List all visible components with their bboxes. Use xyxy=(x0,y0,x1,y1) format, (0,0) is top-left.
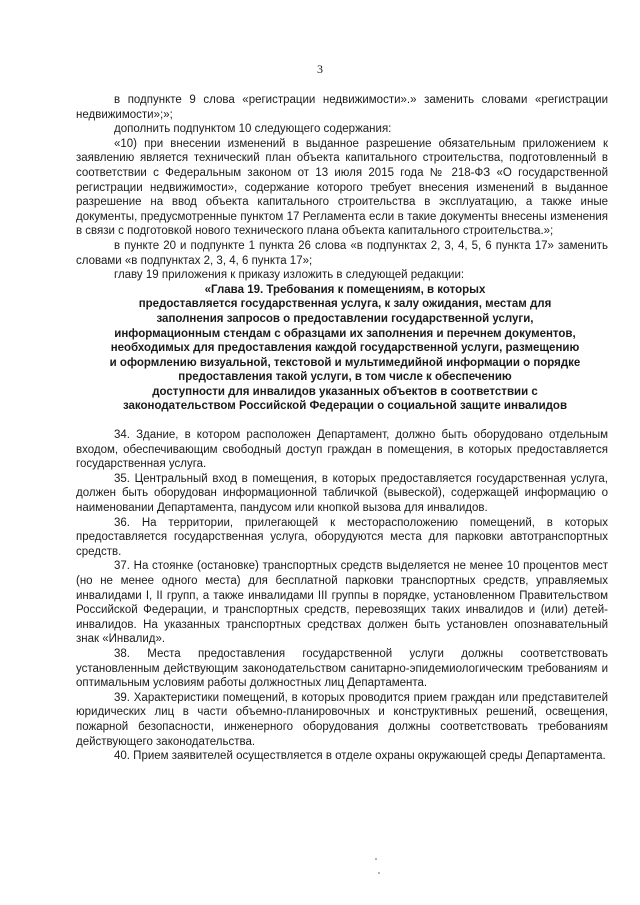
paragraph: 40. Прием заявителей осуществляется в отделе охраны окружающей среды Департамента. xyxy=(114,750,606,763)
paragraph: 34. Здание, в котором расположен Департамент, должно быть оборудовано отдельным входом, обеспечивающим свободный доступ граждан в помещения, в которых предоставляется государственная услуга. xyxy=(76,429,608,471)
heading-line: «Глава 19. Требования к помещениям, в которых xyxy=(204,283,486,296)
paragraph: в пункте 20 и подпункте 1 пункта 26 слова «в подпунктах 2, 3, 4, 5, 6 пункта 17» заменить словами «в подпунктах 2, 3, 4, 6 пункта 17»; xyxy=(76,239,608,267)
paragraph: дополнить подпунктом 10 следующего содержания: xyxy=(114,123,392,136)
paragraph: в подпункте 9 слова «регистрации недвижимости».» заменить словами «регистрации недвижимости»;»; xyxy=(76,94,608,121)
heading-line: законодательством Российской Федерации о социальной защите инвалидов xyxy=(122,400,568,413)
heading-line: доступности для инвалидов указанных объектов в соответствии с xyxy=(152,385,538,398)
heading-line: предоставления такой услуги, в том числе к обеспечению xyxy=(178,371,512,384)
heading-line: предоставляется государственная услуга, к залу ожидания, местам для xyxy=(138,298,552,311)
paragraph: 35. Центральный вход в помещения, в которых предоставляется государственная услуга, должен быть оборудован информационной табличкой (вывеской), содержащей информацию о наименовании Департамента, пандусом или кнопкой вызова для инвалидов. xyxy=(76,472,608,515)
page-number: 3 xyxy=(317,62,323,76)
heading-line: и оформлению визуальной, текстовой и мультимедийной информации о порядке xyxy=(109,356,581,369)
paragraph: главу 19 приложения к приказу изложить в следующей редакции: xyxy=(114,269,465,282)
scan-speck xyxy=(375,858,377,860)
document-body xyxy=(76,93,608,764)
heading-line: необходимых для предоставления каждой государственной услуги, размещению xyxy=(110,342,580,355)
paragraph: 39. Характеристики помещений, в которых проводится прием граждан или представителей юридических лиц в части объемно-планировочных и конструктивных решений, освещения, пожарной безопасности, инженерного оборудования должны соответствовать требованиям действующего законодательства. xyxy=(76,691,608,748)
paragraph: 37. На стоянке (остановке) транспортных средств выделяется не менее 10 процентов мест (но не менее одного места) для бесплатной парковки транспортных средств, управляемых инвалидами I, II групп, а также инвалидами III группы в порядке, установленном Правительством Российской Федерации, и транспортных средств, перевозящих таких инвалидов и (или) детей-инвалидов. На указанных транспортных средствах должен быть установлен опознавательный знак «Инвалид». xyxy=(76,560,608,646)
paragraph: «10) при внесении изменений в выданное разрешение обязательным приложением к заявлению является технический план объекта капитального строительства, подготовленный в соответствии с Федеральным законом от 13 июля 2015 года № 218-ФЗ «О государственной регистрации недвижимости», содержание которого требует внесения изменений в выданное разрешение на ввод объекта капитального строительства в эксплуатацию, а также иные документы, предусмотренные пунктом 17 Регламента если в такие документы внесены изменения в связи с подготовкой нового технического плана объекта капитального строительства.»; xyxy=(76,137,608,238)
heading-line: заполнения запросов о предоставлении государственной услуги, xyxy=(156,312,534,325)
heading-line: информационным стендам с образцами их заполнения и перечнем документов, xyxy=(114,327,576,340)
spacer xyxy=(76,414,608,428)
paragraph: 36. На территории, прилегающей к месторасположению помещений, в которых предоставляется государственная услуга, оборудуются места для парковки автотранспортных средств. xyxy=(76,516,608,558)
chapter-heading xyxy=(76,283,608,414)
paragraph: 38. Места предоставления государственной услуги должны соответствовать установленным действующим законодательством санитарно-эпидемиологическим требованиям и оптимальным условиям работы должностных лиц Департамента. xyxy=(76,647,608,690)
scan-speck xyxy=(378,872,380,874)
